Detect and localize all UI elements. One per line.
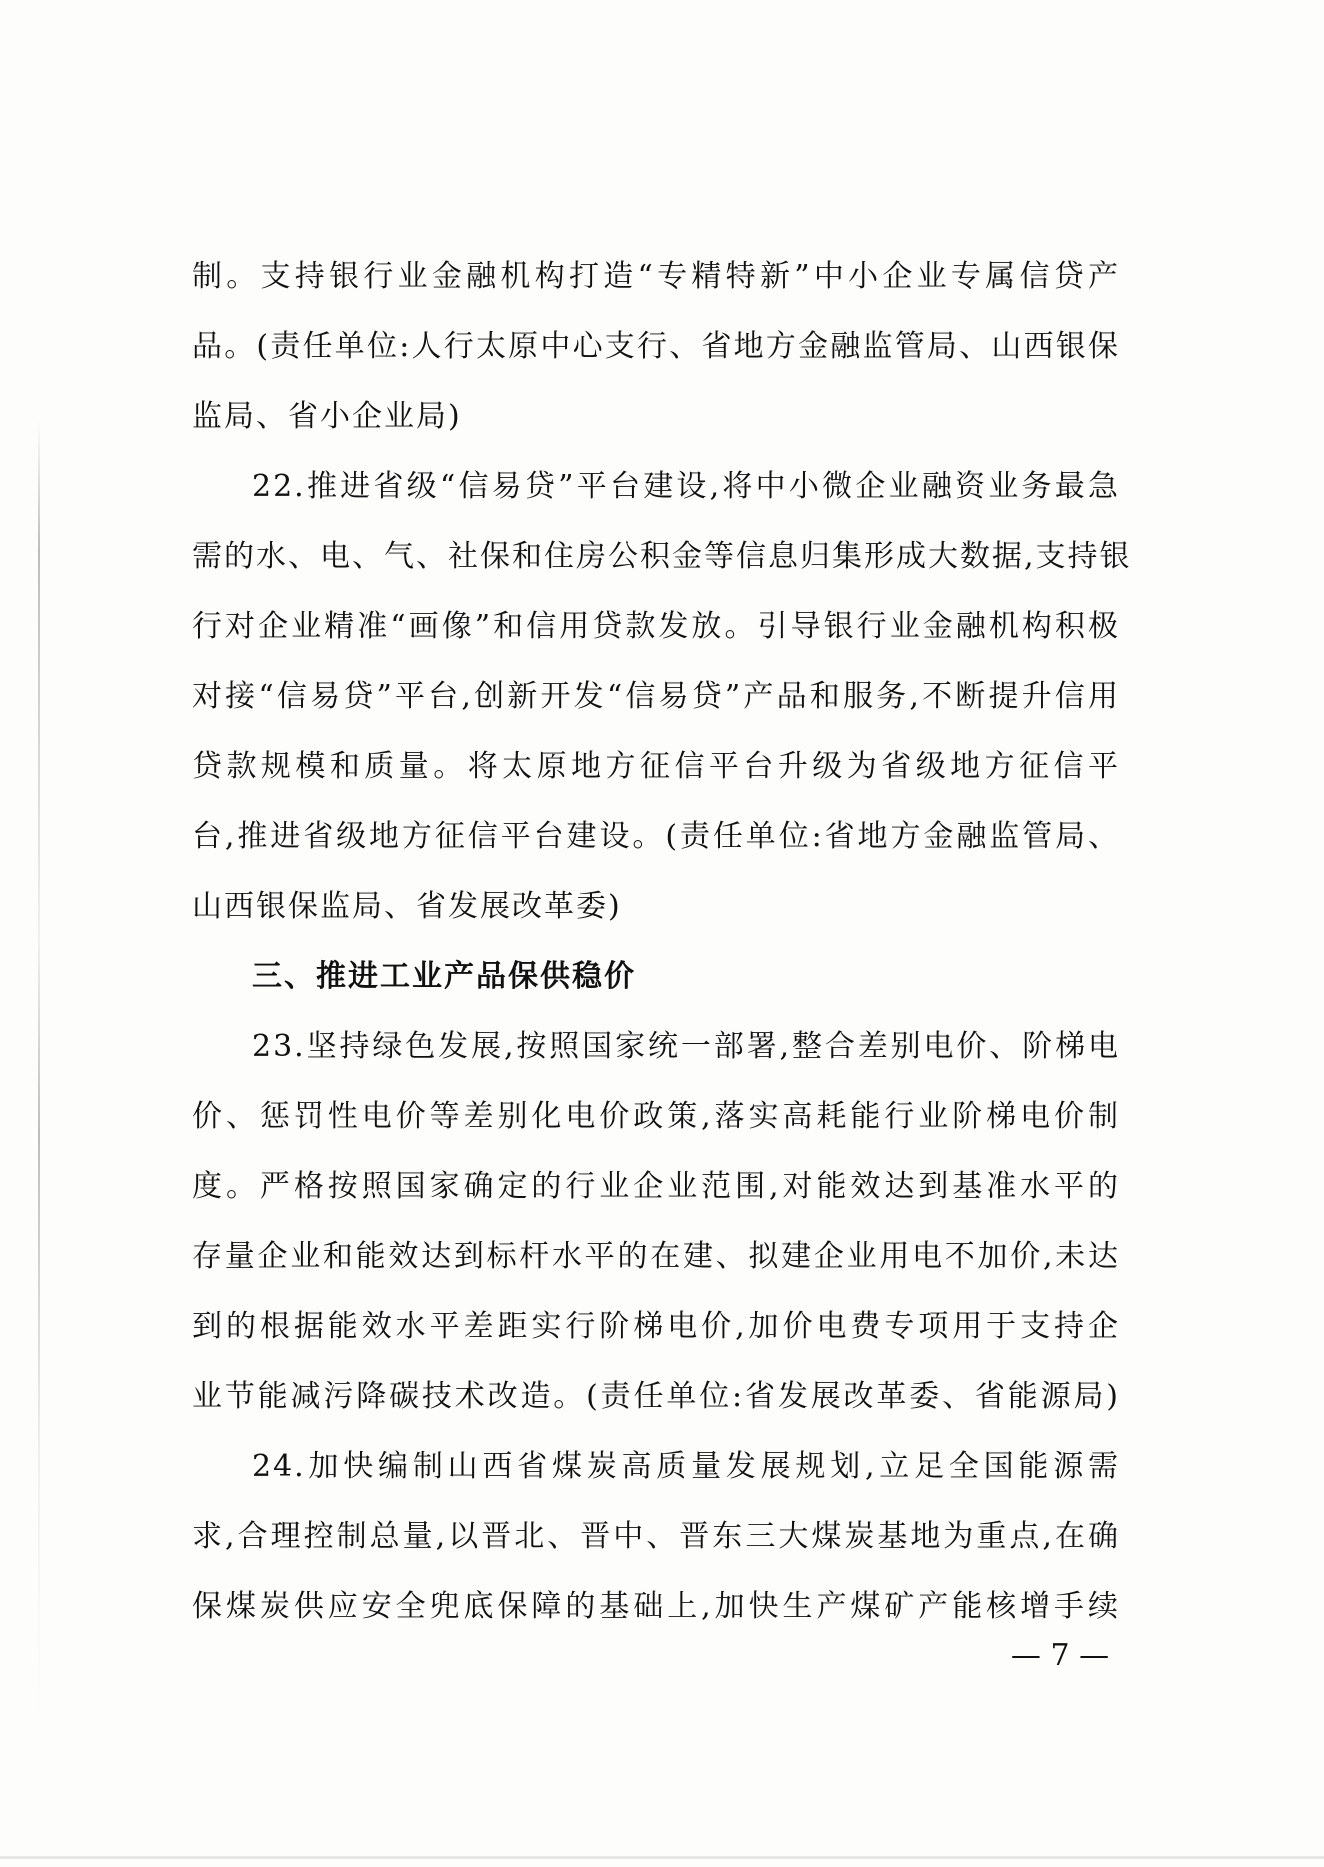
paragraph-line: 22.推进省级“信易贷”平台建设,将中小微企业融资业务最急: [252, 469, 1120, 504]
document-body: [192, 242, 1132, 1642]
paragraph-line: 对接“信易贷”平台,创新开发“信易贷”产品和服务,不断提升信用: [192, 679, 1120, 714]
paragraph-line: 贷款规模和质量。将太原地方征信平台升级为省级地方征信平: [192, 749, 1120, 784]
paragraph-line: 23.坚持绿色发展,按照国家统一部署,整合差别电价、阶梯电: [252, 1029, 1120, 1064]
section-heading: 三、推进工业产品保供稳价: [252, 959, 636, 994]
paragraph-line: 保煤炭供应安全兜底保障的基础上,加快生产煤矿产能核增手续: [192, 1589, 1120, 1624]
paragraph-line: 需的水、电、气、社保和住房公积金等信息归集形成大数据,支持银: [192, 539, 1132, 574]
paragraph-line: 求,合理控制总量,以晋北、晋中、晋东三大煤炭基地为重点,在确: [192, 1519, 1120, 1554]
page-number: — 7 —: [1010, 1638, 1110, 1673]
paragraph-line: 存量企业和能效达到标杆水平的在建、拟建企业用电不加价,未达: [192, 1239, 1120, 1274]
paragraph-line: 制。支持银行业金融机构打造“专精特新”中小企业专属信贷产: [192, 259, 1120, 294]
paragraph-line: 价、惩罚性电价等差别化电价政策,落实高耗能行业阶梯电价制: [192, 1099, 1120, 1134]
paragraph-line: 山西银保监局、省发展改革委): [192, 889, 622, 924]
paragraph-line: 品。(责任单位:人行太原中心支行、省地方金融监管局、山西银保: [192, 329, 1120, 364]
paragraph-line: 行对企业精准“画像”和信用贷款发放。引导银行业金融机构积极: [192, 609, 1120, 644]
scan-bottom-edge: [0, 1856, 1324, 1859]
paragraph-line: 24.加快编制山西省煤炭高质量发展规划,立足全国能源需: [252, 1449, 1120, 1484]
paragraph-line: 到的根据能效水平差距实行阶梯电价,加价电费专项用于支持企: [192, 1309, 1120, 1344]
paragraph-line: 监局、省小企业局): [192, 399, 462, 434]
paragraph-line: 业节能减污降碳技术改造。(责任单位:省发展改革委、省能源局): [192, 1379, 1120, 1414]
paragraph-line: 度。严格按照国家确定的行业企业范围,对能效达到基准水平的: [192, 1169, 1120, 1204]
scan-edge-mark: [38, 420, 40, 1720]
paragraph-line: 台,推进省级地方征信平台建设。(责任单位:省地方金融监管局、: [192, 819, 1120, 854]
